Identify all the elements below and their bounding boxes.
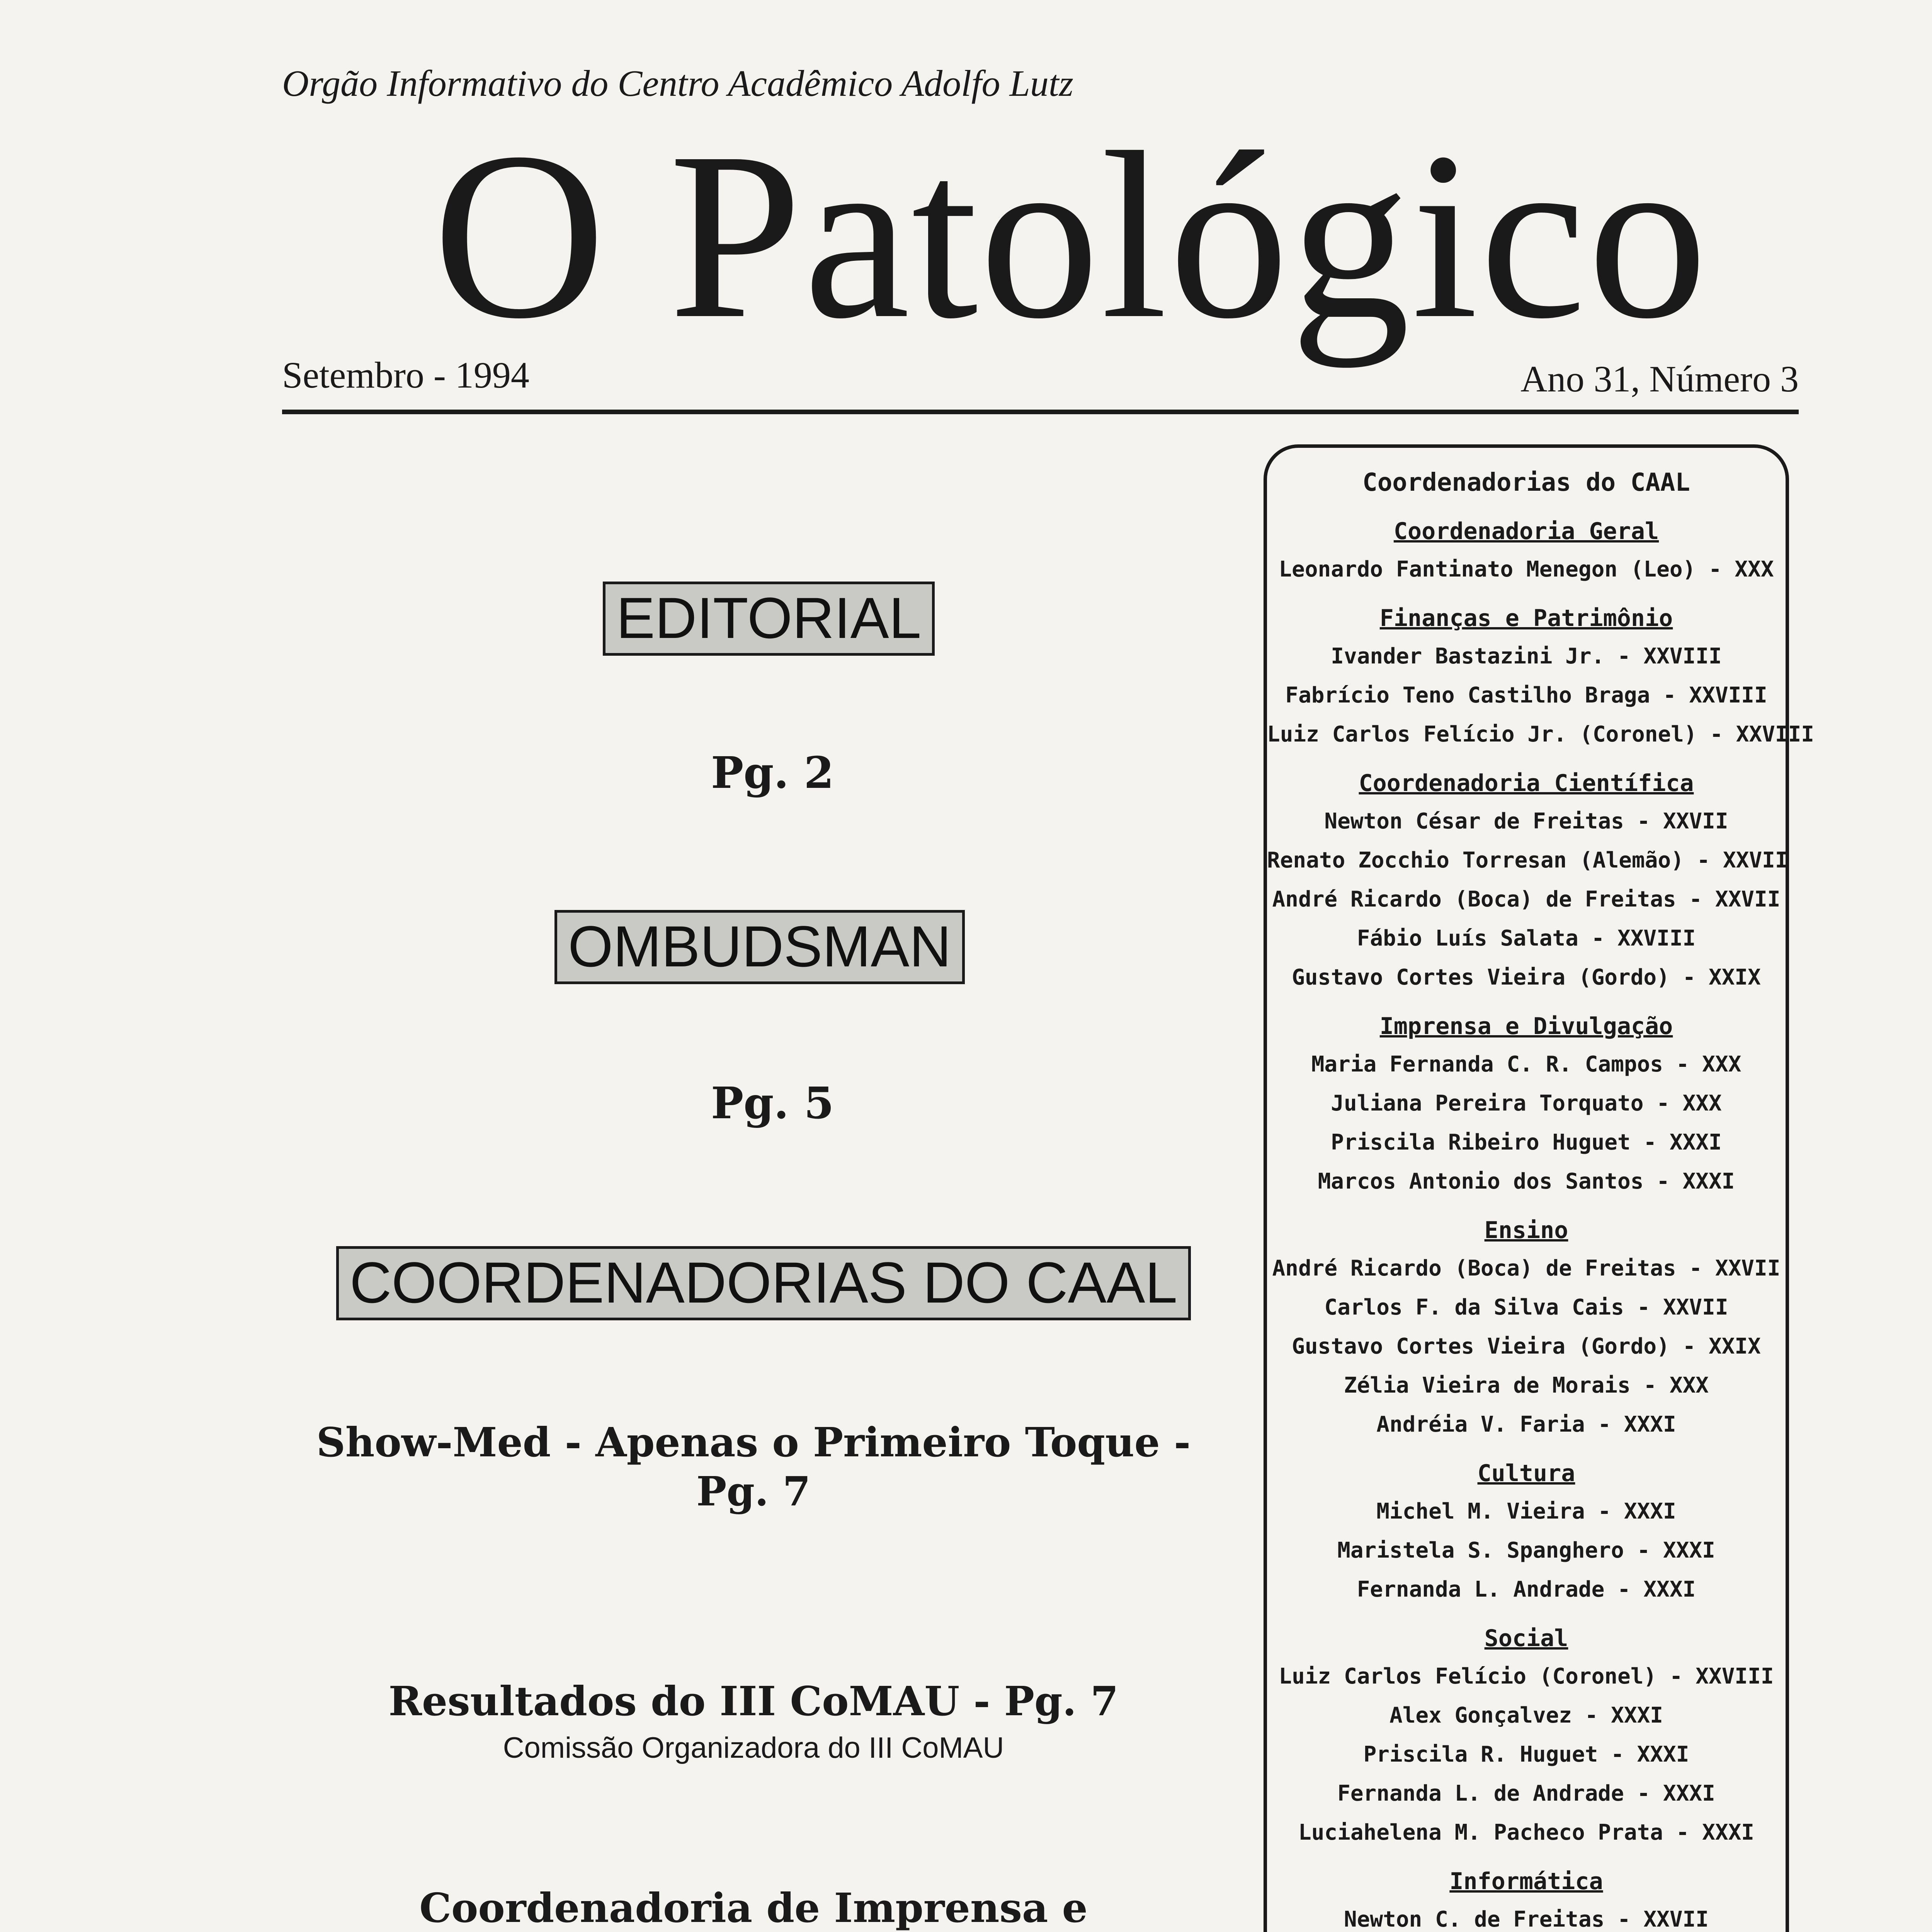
toc-comau-credit: Comissão Organizadora do III CoMAU [503, 1731, 1004, 1764]
toc-entry-comau: Resultados do III CoMAU - Pg. 7 [388, 1677, 1119, 1725]
sidebar-member: Priscila Ribeiro Huguet - XXXI [1331, 1130, 1722, 1155]
sidebar-member: Ivander Bastazini Jr. - XXVIII [1331, 644, 1722, 669]
sidebar-member: André Ricardo (Boca) de Freitas - XXVII [1272, 1256, 1781, 1281]
sidebar-section [1267, 1212, 1786, 1444]
sidebar-member: Newton César de Freitas - XXVII [1324, 809, 1728, 834]
sidebar-member: Newton C. de Freitas - XXVII [1344, 1907, 1709, 1932]
sidebar-member: Gustavo Cortes Vieira (Gordo) - XXIX [1292, 1334, 1761, 1359]
sidebar-section [1267, 1008, 1786, 1201]
sidebar-member: André Ricardo (Boca) de Freitas - XXVII [1272, 887, 1781, 912]
sidebar-member: Carlos F. da Silva Cais - XXVII [1324, 1295, 1728, 1320]
sidebar-section [1267, 1863, 1786, 1932]
tagline: Orgão Informativo do Centro Acadêmico Adolfo Lutz [282, 63, 1073, 104]
sidebar-member: Michel M. Vieira - XXXI [1376, 1499, 1676, 1524]
sidebar-section-title: Coordenadoria Científica [1359, 770, 1694, 797]
masthead-rule [282, 410, 1799, 414]
toc-entry-imprensa [282, 1884, 1225, 1932]
sidebar-member: Gustavo Cortes Vieira (Gordo) - XXIX [1292, 965, 1761, 990]
sidebar-member: Andréia V. Faria - XXXI [1376, 1412, 1676, 1437]
toc-showmed-line2: Pg. 7 [696, 1467, 811, 1515]
sidebar-member: Maria Fernanda C. R. Campos - XXX [1311, 1052, 1742, 1077]
coordenadorias-sidebar [1264, 444, 1815, 1932]
coordenadorias-heading: COORDENADORIAS DO CAAL [336, 1246, 1191, 1320]
sidebar-member: Juliana Pereira Torquato - XXX [1331, 1091, 1722, 1116]
sidebar-member: Luiz Carlos Felício (Coronel) - XXVIII [1279, 1664, 1774, 1689]
editorial-heading: EDITORIAL [603, 582, 935, 656]
toc-showmed-line1: Show-Med - Apenas o Primeiro Toque - [316, 1418, 1191, 1466]
sidebar-section [1267, 513, 1786, 589]
sidebar-member: Fernanda L. Andrade - XXXI [1357, 1577, 1696, 1602]
sidebar-sections [1267, 513, 1815, 1932]
ombudsman-page-ref: Pg. 5 [711, 1078, 834, 1129]
ombudsman-heading: OMBUDSMAN [554, 910, 965, 984]
sidebar-section-title: Finanças e Patrimônio [1379, 605, 1673, 632]
sidebar-member: Priscila R. Huguet - XXXI [1363, 1742, 1689, 1767]
sidebar-member: Alex Gonçalvez - XXXI [1389, 1703, 1663, 1728]
sidebar-member: Marcos Antonio dos Santos - XXXI [1318, 1169, 1735, 1194]
sidebar-section-title: Social [1484, 1625, 1568, 1652]
toc-imprensa-line1: Coordenadoria de Imprensa e [419, 1884, 1088, 1932]
masthead-title: O Patológico [433, 103, 1709, 368]
sidebar-section-title: Cultura [1477, 1460, 1575, 1487]
sidebar-section [1267, 765, 1786, 997]
sidebar-section-title: Imprensa e Divulgação [1379, 1013, 1673, 1040]
sidebar-member: Maristela S. Spanghero - XXXI [1337, 1538, 1715, 1563]
sidebar-member: Renato Zocchio Torresan (Alemão) - XXVII [1267, 848, 1788, 873]
sidebar-member: Fernanda L. de Andrade - XXXI [1337, 1781, 1715, 1806]
sidebar-member: Fábio Luís Salata - XXVIII [1357, 926, 1696, 951]
sidebar-member: Leonardo Fantinato Menegon (Leo) - XXX [1279, 557, 1774, 582]
toc-entry-showmed [282, 1418, 1225, 1516]
sidebar-member: Fabrício Teno Castilho Braga - XXVIII [1285, 683, 1767, 708]
sidebar-section-title: Ensino [1484, 1217, 1568, 1244]
issue-date: Setembro - 1994 [282, 354, 529, 396]
sidebar-section [1267, 600, 1815, 754]
issue-number: Ano 31, Número 3 [1520, 358, 1799, 400]
sidebar-member: Zélia Vieira de Morais - XXX [1344, 1373, 1709, 1398]
editorial-page-ref: Pg. 2 [711, 748, 834, 798]
sidebar-title: Coordenadorias do CAAL [1362, 468, 1690, 497]
sidebar-member: Luiz Carlos Felício Jr. (Coronel) - XXVIII [1267, 722, 1815, 747]
sidebar-section [1267, 1455, 1786, 1609]
sidebar-member: Luciahelena M. Pacheco Prata - XXXI [1298, 1820, 1755, 1845]
sidebar-section-title: Coordenadoria Geral [1393, 518, 1659, 545]
sidebar-section-title: Informática [1449, 1868, 1603, 1895]
sidebar-section [1267, 1620, 1786, 1852]
